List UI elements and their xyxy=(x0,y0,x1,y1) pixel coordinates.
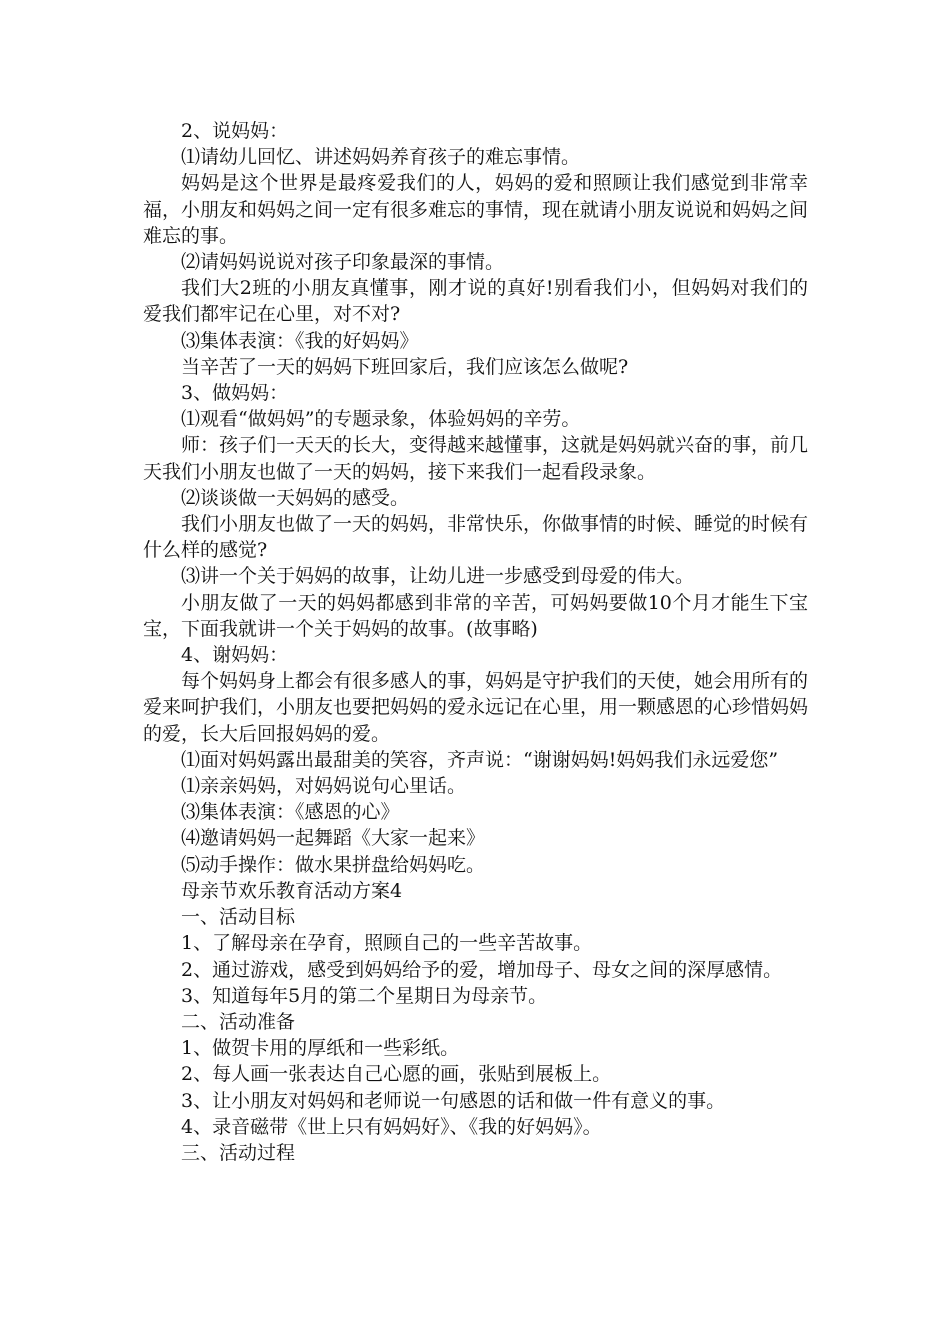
body-paragraph: 师：孩子们一天天的长大，变得越来越懂事，这就是妈妈就兴奋的事，前几天我们小朋友也做了一天的妈妈，接下来我们一起看段录象。 xyxy=(143,434,809,483)
step-item: ⑵请妈妈说说对孩子印象最深的事情。 xyxy=(181,251,505,274)
body-paragraph: 当辛苦了一天的妈妈下班回家后，我们应该怎么做呢? xyxy=(181,355,629,378)
list-item: 3、让小朋友对妈妈和老师说一句感恩的话和做一件有意义的事。 xyxy=(181,1089,726,1112)
step-item: ⑴请幼儿回忆、讲述妈妈养育孩子的难忘事情。 xyxy=(181,146,581,169)
section-heading: 2、说妈妈： xyxy=(181,120,289,142)
section-heading: 4、谢妈妈： xyxy=(181,644,289,667)
step-item: ⑸动手操作：做水果拼盘给妈妈吃。 xyxy=(181,853,486,876)
body-paragraph: 妈妈是这个世界是最疼爱我们的人，妈妈的爱和照顾让我们感觉到非常幸福，小朋友和妈妈之间一定有很多难忘的事情，现在就请小朋友说说和妈妈之间难忘的事。 xyxy=(143,172,809,247)
step-item: ⑴面对妈妈露出最甜美的笑容，齐声说：“谢谢妈妈!妈妈我们永远爱您” xyxy=(181,748,779,771)
step-item: ⑶集体表演：《感恩的心》 xyxy=(181,801,400,824)
list-item: 2、每人画一张表达自己心愿的画，张贴到展板上。 xyxy=(181,1063,612,1086)
list-item: 1、了解母亲在孕育，照顾自己的一些辛苦故事。 xyxy=(181,932,593,955)
section-heading: 三、活动过程 xyxy=(181,1141,296,1164)
body-paragraph: 小朋友做了一天的妈妈都感到非常的辛苦，可妈妈要做10个月才能生下宝宝，下面我就讲一个关于妈妈的故事。(故事略) xyxy=(143,591,808,640)
body-paragraph: 我们大2班的小朋友真懂事，刚才说的真好!别看我们小，但妈妈对我们的爱我们都牢记在心里，对不对? xyxy=(143,277,808,326)
step-item: ⑵谈谈做一天妈妈的感受。 xyxy=(181,486,410,509)
body-paragraph: 我们小朋友也做了一天的妈妈，非常快乐，你做事情的时候、睡觉的时候有什么样的感觉? xyxy=(143,513,809,562)
list-item: 4、录音磁带《世上只有妈妈好》、《我的好妈妈》。 xyxy=(181,1115,602,1138)
list-item: 3、知道每年5月的第二个星期日为母亲节。 xyxy=(181,984,548,1007)
section-heading: 一、活动目标 xyxy=(181,906,296,929)
step-item: ⑴观看“做妈妈”的专题录象，体验妈妈的辛劳。 xyxy=(181,408,581,431)
document-title: 母亲节欢乐教育活动方案4 xyxy=(181,879,403,902)
section-heading: 二、活动准备 xyxy=(181,1010,296,1033)
body-paragraph: 每个妈妈身上都会有很多感人的事，妈妈是守护我们的天使，她会用所有的爱来呵护我们，小朋友也要把妈妈的爱永远记在心里，用一颗感恩的心珍惜妈妈的爱，长大后回报妈妈的爱。 xyxy=(143,670,809,745)
step-item: ⑷邀请妈妈一起舞蹈《大家一起来》 xyxy=(181,827,486,850)
list-item: 1、做贺卡用的厚纸和一些彩纸。 xyxy=(181,1037,460,1060)
step-item: ⑶讲一个关于妈妈的故事，让幼儿进一步感受到母爱的伟大。 xyxy=(181,565,695,588)
document-body xyxy=(143,118,808,1166)
section-heading: 3、做妈妈： xyxy=(181,382,289,405)
step-item: ⑴亲亲妈妈，对妈妈说句心里话。 xyxy=(181,775,467,798)
step-item: ⑶集体表演：《我的好妈妈》 xyxy=(181,329,419,352)
list-item: 2、通过游戏，感受到妈妈给予的爱，增加母子、母女之间的深厚感情。 xyxy=(181,958,783,981)
